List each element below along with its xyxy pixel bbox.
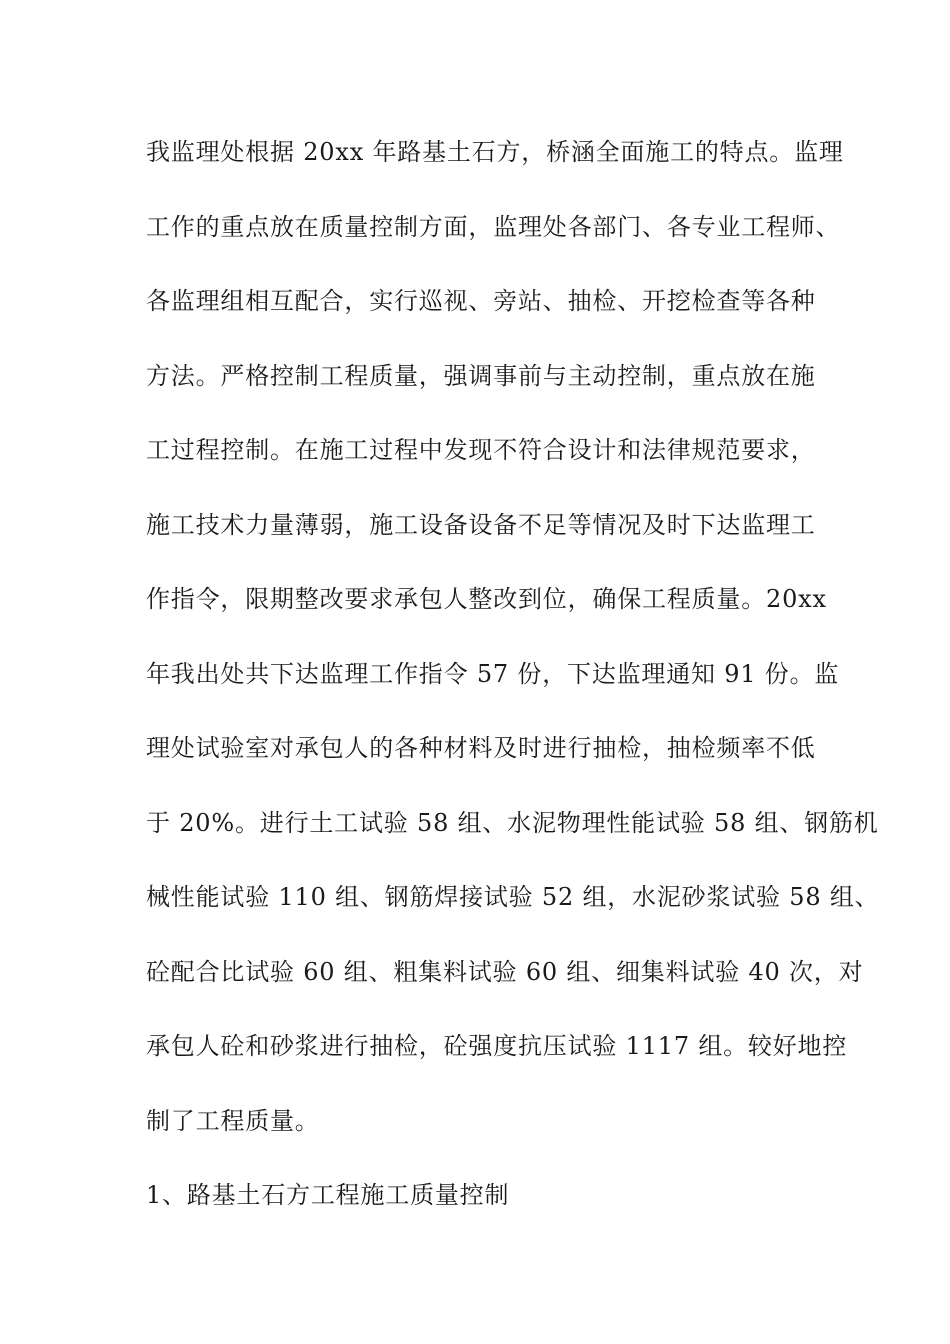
paragraph-line: 年我出处共下达监理工作指令 57 份，下达监理通知 91 份。监 bbox=[146, 659, 840, 688]
paragraph-line: 作指令，限期整改要求承包人整改到位，确保工程质量。20xx bbox=[146, 585, 827, 613]
paragraph-line: 理处试验室对承包人的各种材料及时进行抽检，抽检频率不低 bbox=[146, 734, 816, 762]
paragraph-line: 砼配合比试验 60 组、粗集料试验 60 组、细集料试验 40 次，对 bbox=[146, 957, 864, 986]
document-body bbox=[146, 128, 880, 1246]
paragraph-line: 承包人砼和砂浆进行抽检，砼强度抗压试验 1117 组。较好地控 bbox=[146, 1032, 848, 1060]
paragraph-line: 械性能试验 110 组、钢筋焊接试验 52 组，水泥砂浆试验 58 组、 bbox=[146, 883, 880, 911]
paragraph-line: 工过程控制。在施工过程中发现不符合设计和法律规范要求， bbox=[146, 436, 816, 464]
paragraph-line: 各监理组相互配合，实行巡视、旁站、抽检、开挖检查等各种 bbox=[146, 287, 816, 315]
paragraph-line: 制了工程质量。 bbox=[146, 1106, 320, 1135]
section-heading: 1、路基土石方工程施工质量控制 bbox=[146, 1181, 510, 1209]
paragraph-line: 施工技术力量薄弱，施工设备设备不足等情况及时下达监理工 bbox=[146, 510, 816, 539]
paragraph-line: 工作的重点放在质量控制方面，监理处各部门、各专业工程师、 bbox=[146, 212, 841, 241]
paragraph-line: 于 20%。进行土工试验 58 组、水泥物理性能试验 58 组、钢筋机 bbox=[146, 808, 879, 837]
paragraph-line: 方法。严格控制工程质量，强调事前与主动控制，重点放在施 bbox=[146, 361, 816, 390]
paragraph-line: 我监理处根据 20xx 年路基土石方，桥涵全面施工的特点。监理 bbox=[146, 138, 844, 166]
